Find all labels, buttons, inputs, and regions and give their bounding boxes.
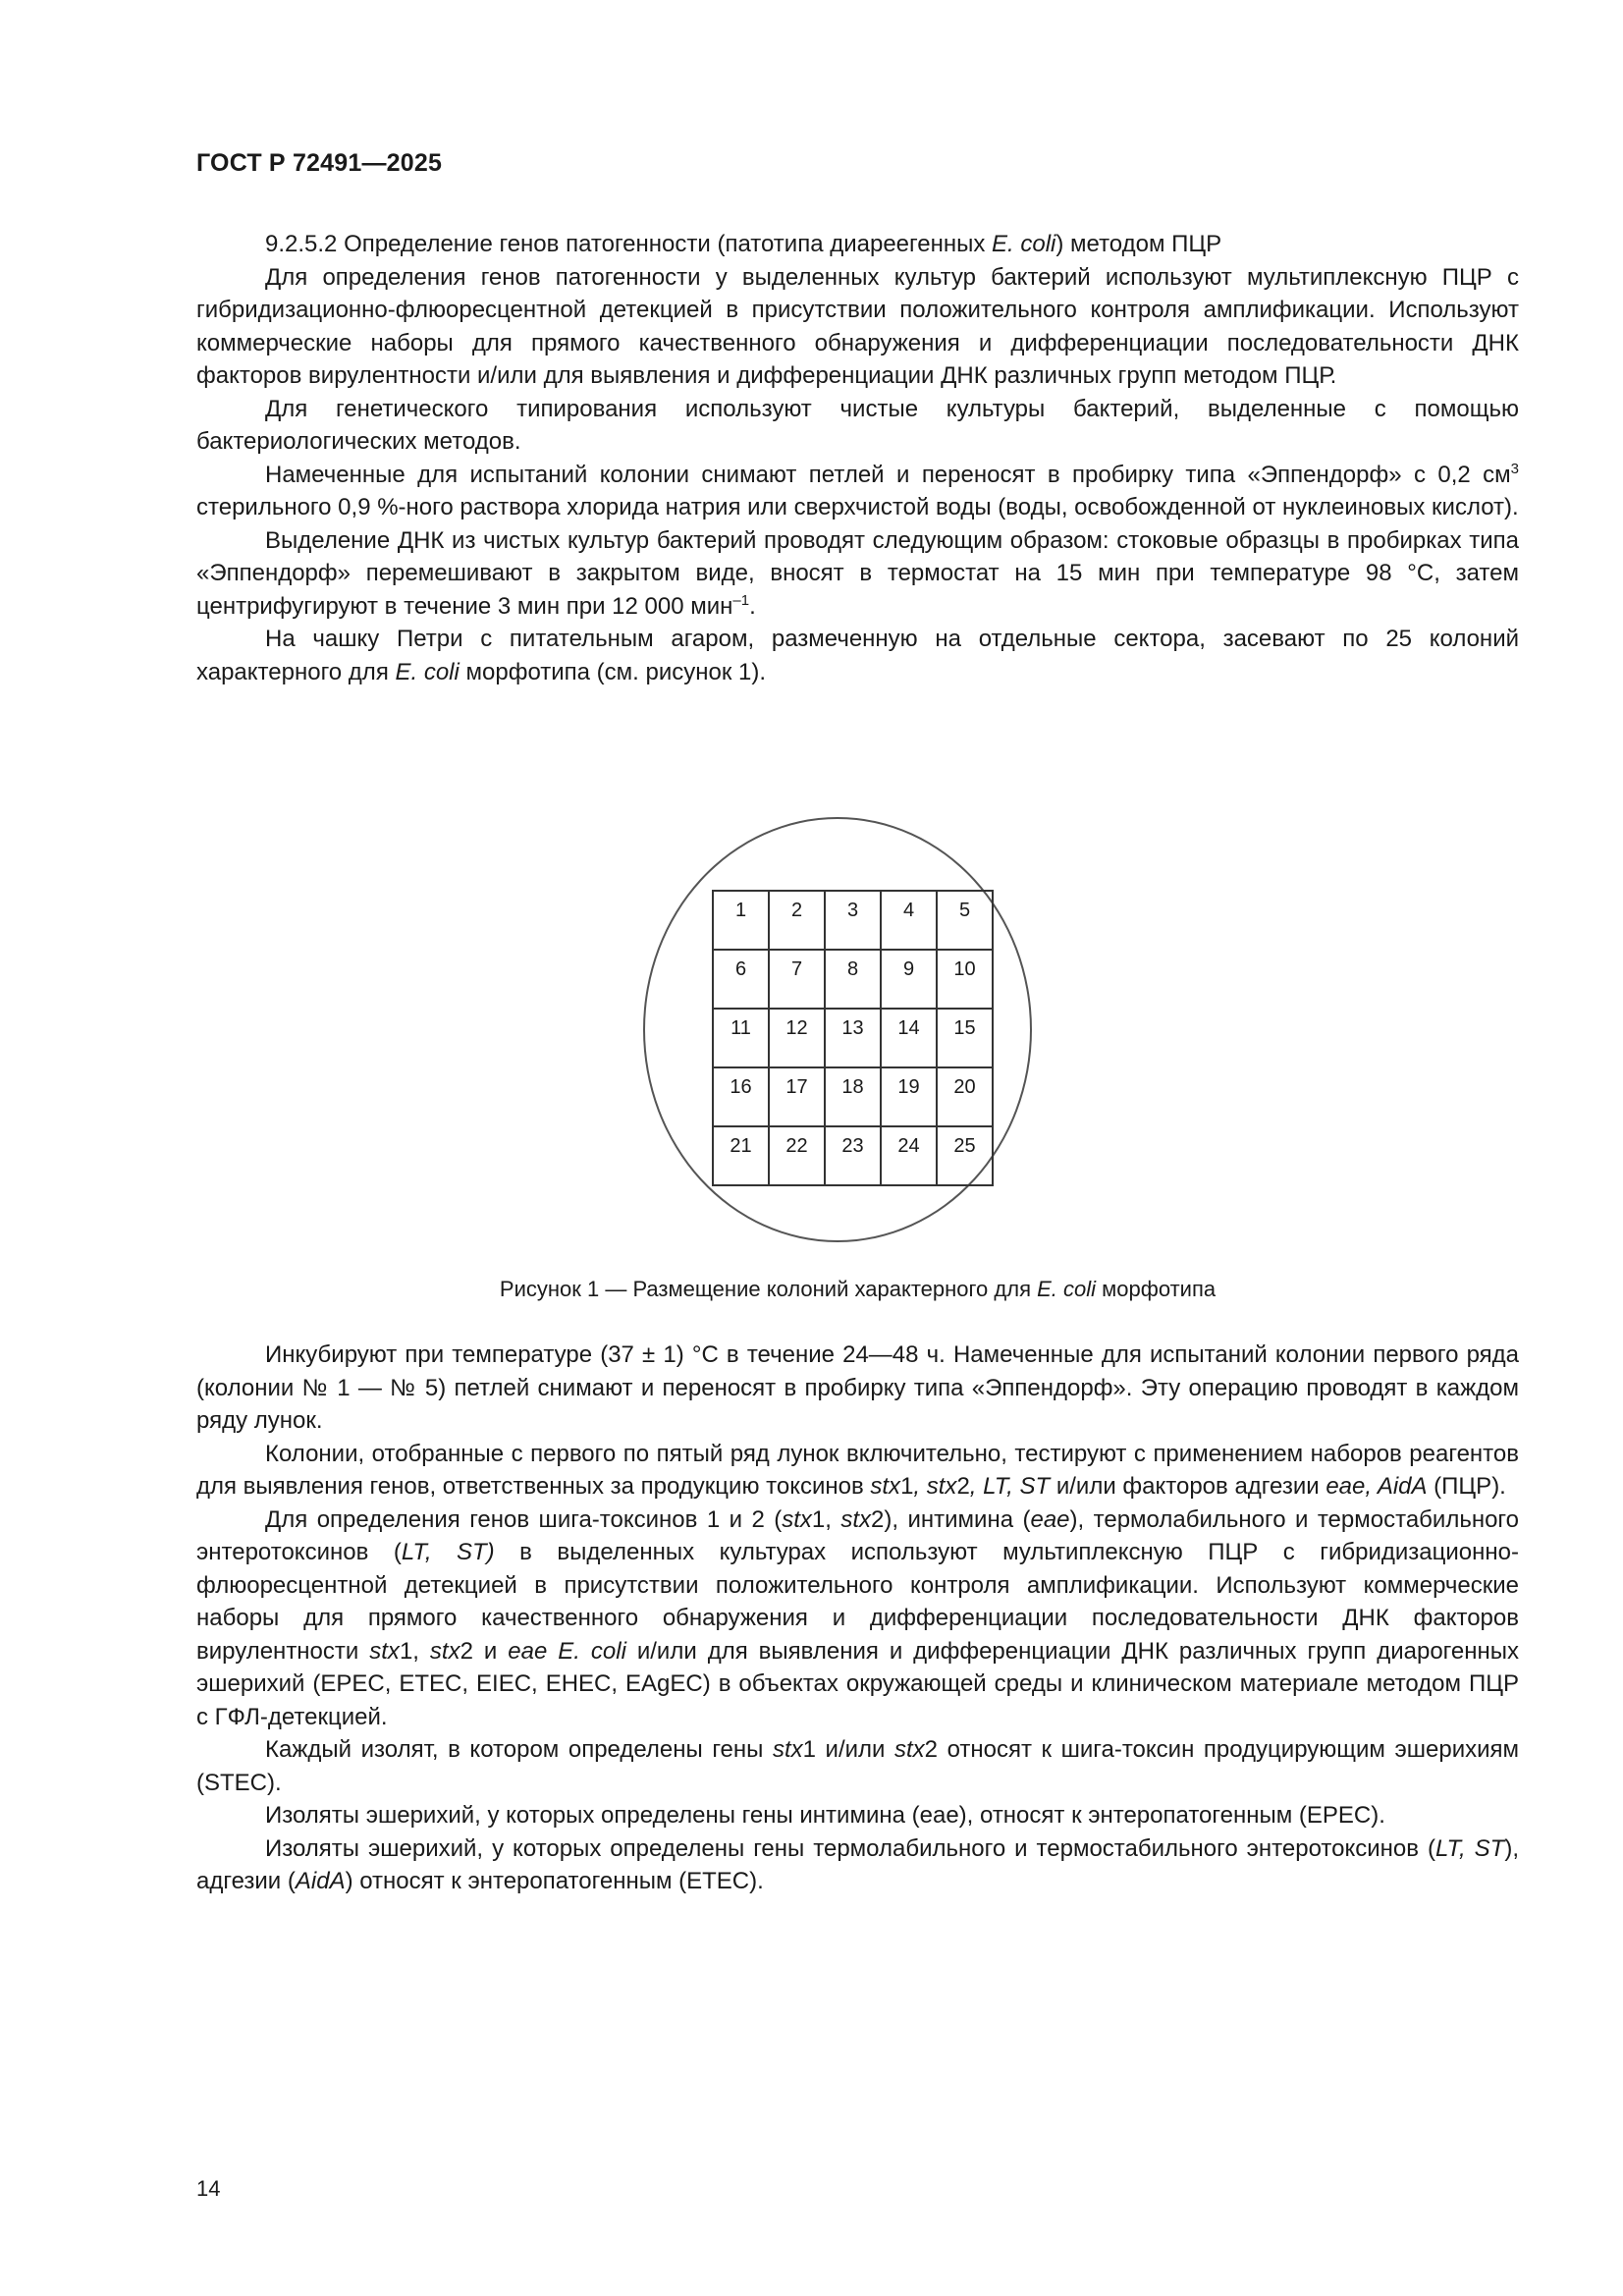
colony-cell: 19 bbox=[882, 1068, 938, 1127]
colony-grid bbox=[712, 890, 994, 1186]
colony-cell: 5 bbox=[938, 892, 994, 951]
colony-cell: 22 bbox=[770, 1127, 826, 1186]
colony-cell: 9 bbox=[882, 951, 938, 1010]
document-header: ГОСТ Р 72491—2025 bbox=[196, 149, 443, 177]
colony-cell: 14 bbox=[882, 1010, 938, 1068]
colony-cell: 13 bbox=[826, 1010, 882, 1068]
colony-cell: 16 bbox=[714, 1068, 770, 1127]
paragraph: На чашку Петри с питательным агаром, размеченную на отдельные сектора, засевают по 25 колоний характерного для E. coli морфотипа (см. рисунок 1). bbox=[196, 626, 1519, 685]
paragraph: Каждый изолят, в котором определены гены stx1 и/или stx2 относят к шига-токсин продуцирующим эшерихиям (STEC). bbox=[196, 1736, 1519, 1796]
paragraph: Колонии, отобранные с первого по пятый ряд лунок включительно, тестируют с применением наборов реагентов для выявления генов, ответственных за продукцию токсинов stx1, stx2, LT, ST и/или факторов адгезии eae, AidA (ПЦР). bbox=[196, 1440, 1519, 1500]
colony-cell: 1 bbox=[714, 892, 770, 951]
colony-cell: 2 bbox=[770, 892, 826, 951]
colony-cell: 17 bbox=[770, 1068, 826, 1127]
paragraph: Выделение ДНК из чистых культур бактерий проводят следующим образом: стоковые образцы в пробирках типа «Эппендорф» перемешивают в закрытом виде, вносят в термостат на 15 мин при температуре 98 °С, затем центрифугируют в течение 3 мин при 12 000 мин$^{-1}$. bbox=[196, 526, 1519, 620]
paragraph: Для определения генов шига-токсинов 1 и 2 (stx1, stx2), интимина (eae), термолабильного и термостабильного энтеротоксинов (LT, ST) в выделенных культурах используют мультиплексную ПЦР с гибридизационно-флюоресцентной детекцией в присутствии положительного контроля амплификации. Используют коммерческие наборы для прямого качественного обнаружения и дифференциации последовательности ДНК факторов вирулентности stx1, stx2 и eae E. coli и/или для выявления и дифференциации ДНК различных групп диарогенных эшерихий (EPEC, ETEC, EIEC, EHEC, EAgEC) в объектах окружающей среды и клиническом материале методом ПЦР с ГФЛ-детекцией. bbox=[196, 1505, 1520, 1730]
colony-cell: 10 bbox=[938, 951, 994, 1010]
paragraph: Намеченные для испытаний колонии снимают петлей и переносят в пробирку типа «Эппендорф» с 0,2 $см^3$ стерильного 0,9 %-ного раствора хлорида натрия или сверхчистой воды (воды, освобожденной от нуклеиновых кислот). bbox=[196, 460, 1519, 520]
paragraph: 9.2.5.2 Определение генов патогенности (патотипа диареегенных E. coli) методом ПЦР bbox=[265, 231, 1222, 257]
colony-cell: 18 bbox=[826, 1068, 882, 1127]
page-number: 14 bbox=[196, 2176, 221, 2201]
figure-caption: Рисунок 1 — Размещение колоний характерного для E. coli морфотипа bbox=[499, 1277, 1217, 1301]
colony-cell: 20 bbox=[938, 1068, 994, 1127]
paragraph: Изоляты эшерихий, у которых определены гены термолабильного и термостабильного энтеротоксинов (LT, ST), адгезии (AidA) относят к энтеропатогенным (ETEC). bbox=[196, 1834, 1519, 1894]
body-text-lower bbox=[196, 1339, 1519, 1898]
body-text-upper bbox=[196, 228, 1519, 688]
colony-cell: 3 bbox=[826, 892, 882, 951]
colony-cell: 15 bbox=[938, 1010, 994, 1068]
colony-cell: 24 bbox=[882, 1127, 938, 1186]
colony-cell: 25 bbox=[938, 1127, 994, 1186]
paragraph: Для определения генов патогенности у выделенных культур бактерий используют мультиплексную ПЦР с гибридизационно-флюоресцентной детекцией в присутствии положительного контроля амплификации. Используют коммерческие наборы для прямого качественного обнаружения и дифференциации последовательности ДНК факторов вирулентности и/или для выявления и дифференциации ДНК различных групп методом ПЦР. bbox=[196, 263, 1519, 389]
colony-cell: 23 bbox=[826, 1127, 882, 1186]
paragraph: Изоляты эшерихий, у которых определены гены интимина (eae), относят к энтеропатогенным (EPEC). bbox=[265, 1802, 1385, 1829]
colony-cell: 7 bbox=[770, 951, 826, 1010]
colony-cell: 6 bbox=[714, 951, 770, 1010]
colony-cell: 4 bbox=[882, 892, 938, 951]
colony-cell: 8 bbox=[826, 951, 882, 1010]
paragraph: Для генетического типирования используют чистые культуры бактерий, выделенные с помощью бактериологических методов. bbox=[196, 395, 1519, 455]
colony-cell: 21 bbox=[714, 1127, 770, 1186]
colony-cell: 11 bbox=[714, 1010, 770, 1068]
paragraph: Инкубируют при температуре (37 ± 1) °С в течение 24—48 ч. Намеченные для испытаний колонии первого ряда (колонии № 1 — № 5) петлей снимают и переносят в пробирку типа «Эппендорф». Эту операцию проводят в каждом ряду лунок. bbox=[196, 1341, 1519, 1434]
colony-cell: 12 bbox=[770, 1010, 826, 1068]
